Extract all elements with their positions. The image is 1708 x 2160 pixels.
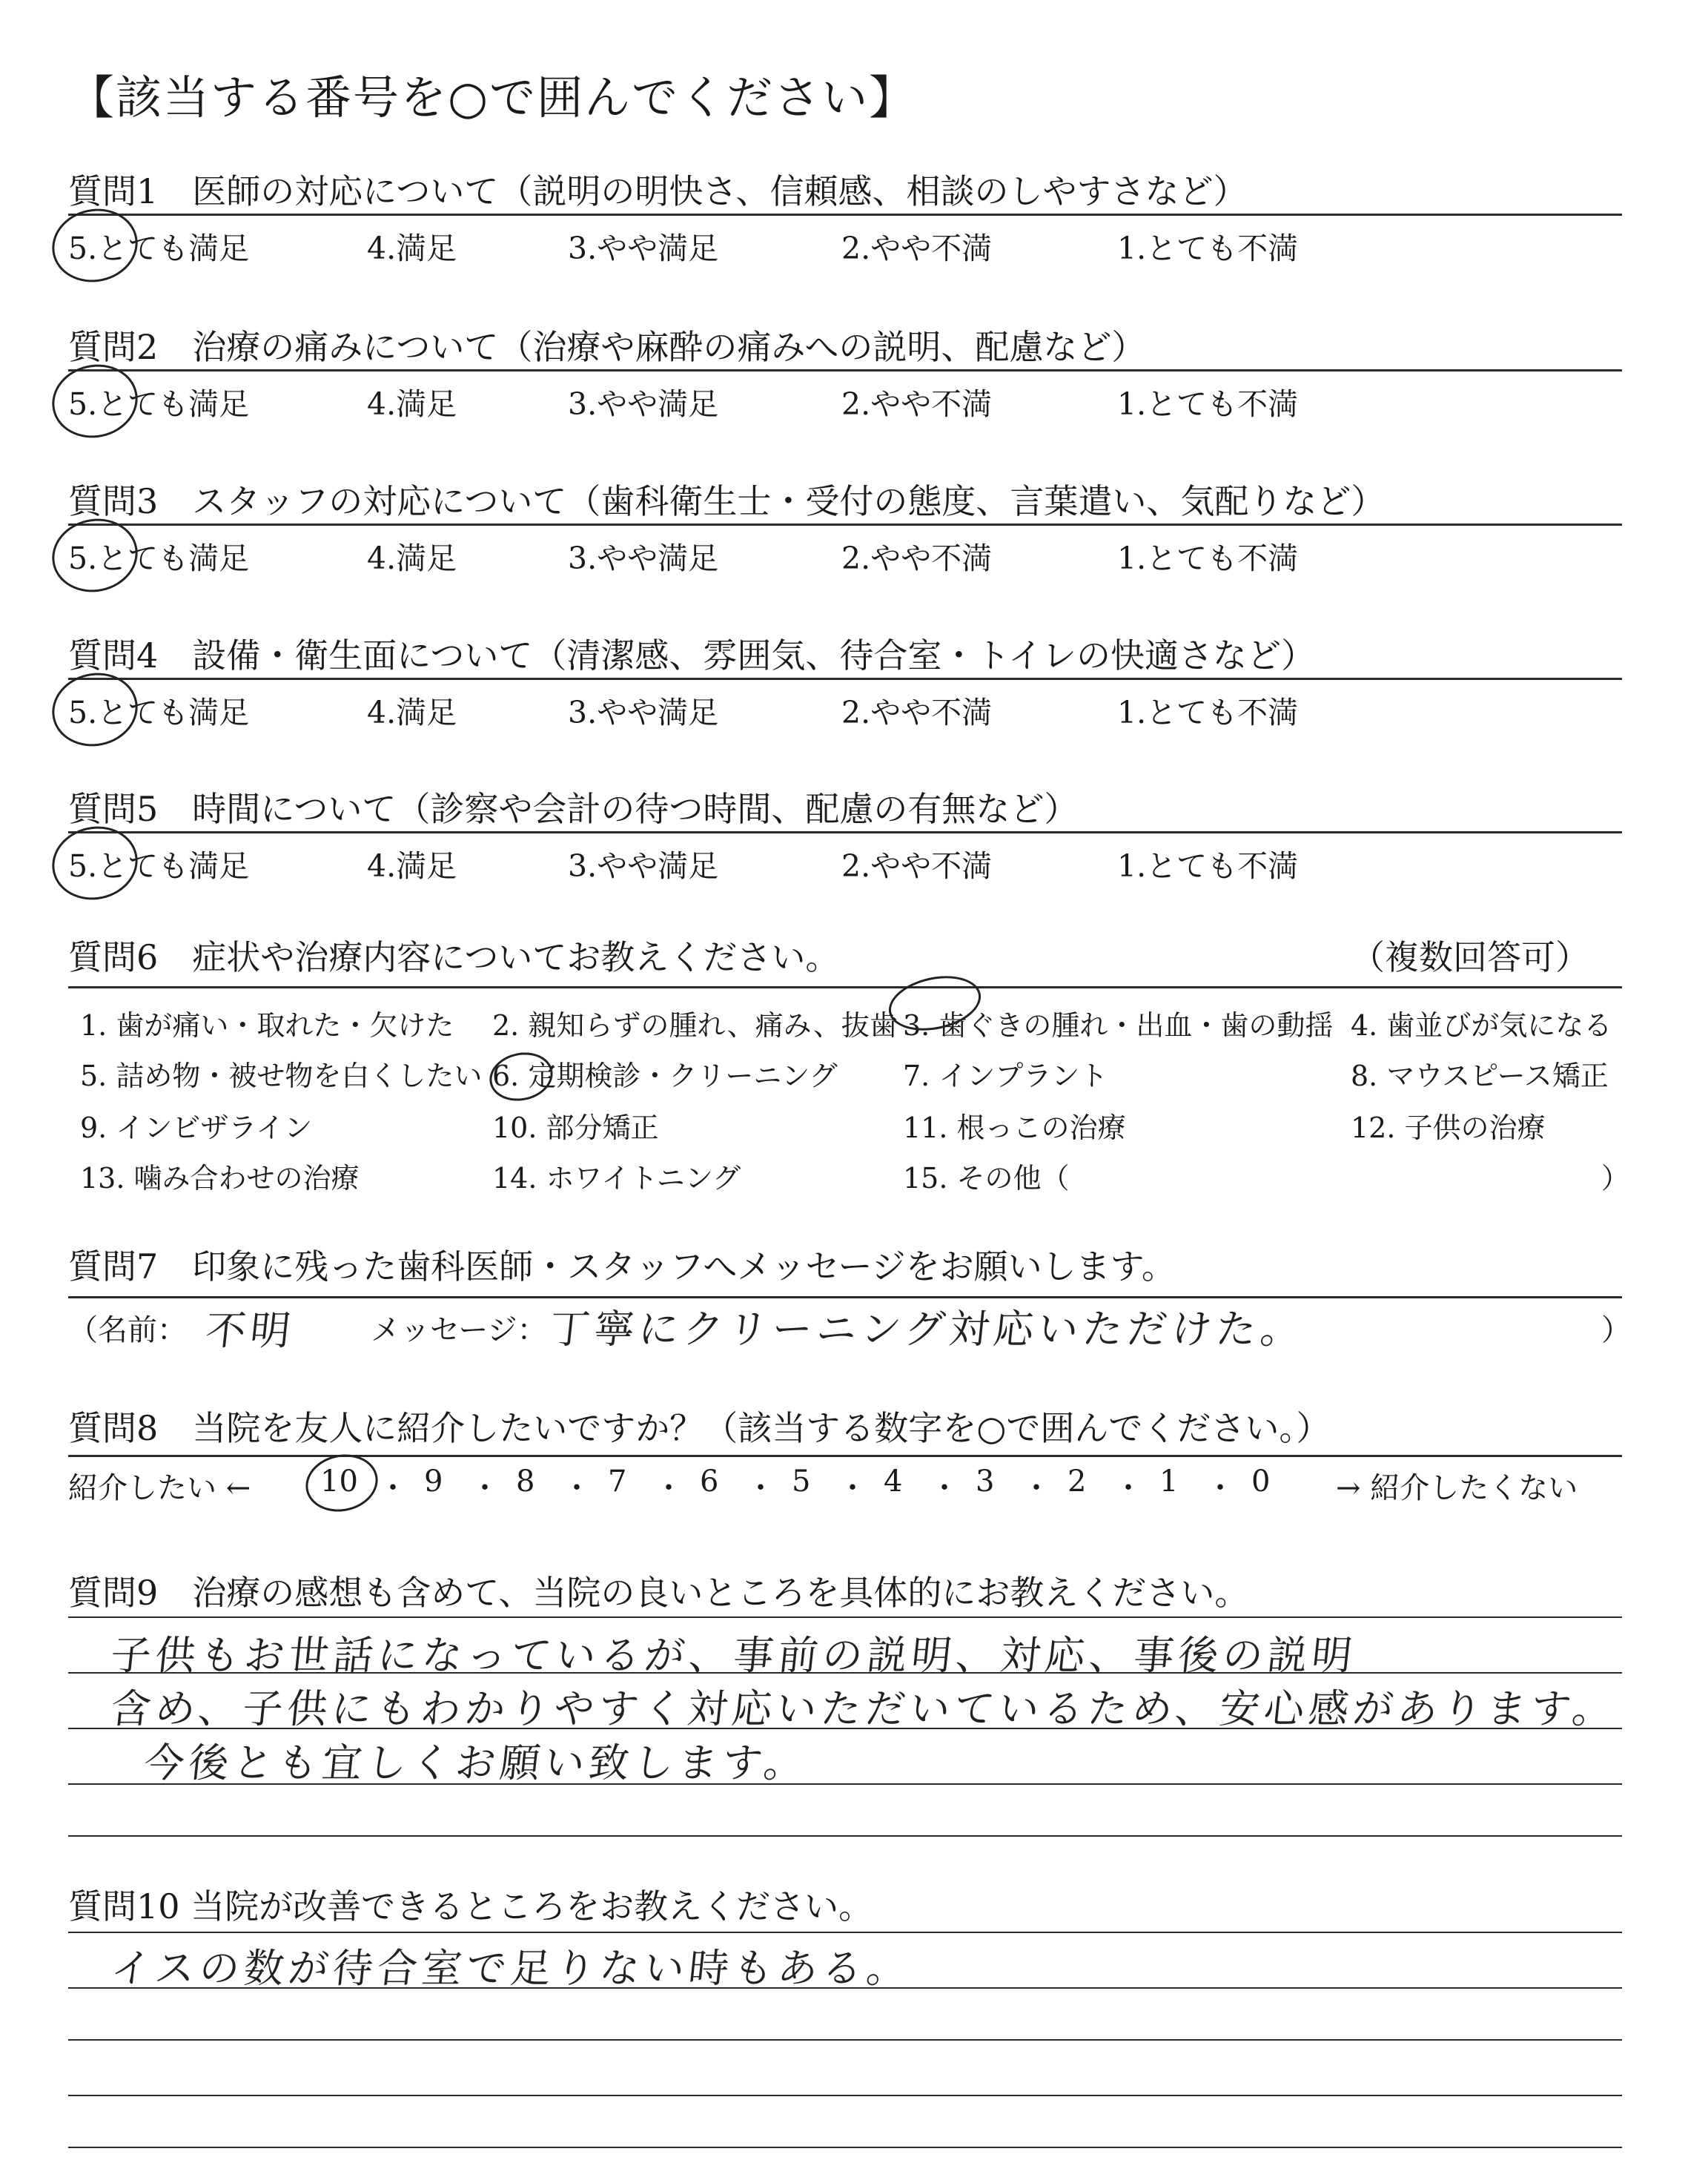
q7-close-paren: ） [1601,1313,1631,1347]
q9-answer-line [68,1616,1622,1618]
q6-option: 11. 根っこの治療 [903,1112,1126,1144]
q8-scale [68,1464,1640,1509]
q6-rule [68,986,1622,988]
q9-handwritten-line: 含め、子供にもわかりやすく対応いただいているため、安心感があります。 [108,1685,1620,1732]
q6-option: 9. インビザライン [80,1112,313,1144]
q2-options [68,380,1625,424]
q6-option: 10. 部分矯正 [492,1112,659,1144]
q5-options [68,842,1625,886]
q8-scale-value: 2 [1068,1464,1087,1499]
q6-option: 4. 歯並びが気になる [1351,1009,1612,1042]
rating-option: 5.とても満足 [68,231,250,266]
q8-scale-value: 6 [700,1464,719,1499]
rating-option: 2.やや不満 [841,848,993,884]
rating-option: 1.とても不満 [1117,386,1299,422]
q9-handwritten-line: 子供もお世話になっているが、事前の説明、対応、事後の説明 [108,1632,1359,1679]
rating-option: 5.とても満足 [68,695,250,730]
q8-separator: ・ [1205,1471,1235,1505]
rating-option: 5.とても満足 [68,541,250,576]
q8-scale-value: 7 [608,1464,627,1499]
q8-separator: ・ [746,1471,775,1505]
rating-option: 1.とても不満 [1117,848,1299,884]
q8-separator: ・ [838,1471,867,1505]
q3-options [68,534,1625,578]
q9-handwritten-line: 今後とも宜しくお願い致します。 [142,1740,811,1786]
q6-option: 7. インプラント [903,1060,1108,1092]
q4-rule [68,678,1622,680]
q7-name-handwritten: 不明 [203,1307,297,1354]
q6-option: 13. 噛み合わせの治療 [80,1162,360,1195]
q7-message-handwritten: 丁寧にクリーニング対応いただけた。 [547,1306,1308,1353]
q6-option: 12. 子供の治療 [1351,1112,1546,1144]
q6-title: 質問6 症状や治療内容についてお教えください。 [68,937,840,977]
q8-left-label: 紹介したい ← [68,1471,251,1505]
q3-title: 質問3 スタッフの対応について（歯科衛生士・受付の態度、言葉遣い、気配りなど） [68,481,1386,521]
rating-option: 4.満足 [367,386,457,422]
rating-option: 5.とても満足 [68,848,250,884]
q8-scale-value: 5 [792,1464,811,1499]
q7-message-label: メッセージ： [371,1313,547,1347]
q6-option: ） [1601,1162,1630,1195]
q8-right-label: → 紹介したくない [1336,1471,1578,1505]
q5-rule [68,831,1622,833]
q7-name-label: （名前： [68,1313,187,1347]
q8-title: 質問8 当院を友人に紹介したいですか？（該当する数字を○で囲んでください。） [68,1408,1331,1448]
q8-separator: ・ [1022,1471,1051,1505]
q8-scale-value: 9 [424,1464,443,1499]
q6-option: 5. 詰め物・被せ物を白くしたい [80,1060,483,1092]
rating-option: 3.やや満足 [568,695,719,730]
q8-scale-value: 10 [320,1464,358,1499]
q10-answer-line [68,2039,1622,2041]
q6-multiple-answer-note: （複数回答可） [1351,937,1589,977]
rating-option: 3.やや満足 [568,386,719,422]
q6-option: 1. 歯が痛い・取れた・欠けた [80,1009,454,1042]
q5-title: 質問5 時間について（診察や会計の待つ時間、配慮の有無など） [68,789,1079,829]
q8-scale-value: 1 [1159,1464,1179,1499]
rating-option: 2.やや不満 [841,695,993,730]
q6-option: 8. マウスピース矯正 [1351,1060,1609,1092]
q6-option: 15. その他（ [903,1162,1070,1195]
q1-rule [68,214,1622,216]
instruction-header: 【該当する番号を○で囲んでください】 [68,70,917,125]
rating-option: 3.やや満足 [568,231,719,266]
q4-title: 質問4 設備・衛生面について（清潔感、雰囲気、待合室・トイレの快適さなど） [68,635,1316,676]
rating-option: 3.やや満足 [568,541,719,576]
q8-separator: ・ [470,1471,500,1505]
q7-title: 質問7 印象に残った歯科医師・スタッフへメッセージをお願いします。 [68,1246,1176,1287]
rating-option: 1.とても不満 [1117,231,1299,266]
q6-option: 2. 親知らずの腫れ、痛み、抜歯 [492,1009,898,1042]
q8-scale-value: 8 [516,1464,535,1499]
q8-scale-value: 3 [976,1464,995,1499]
rating-option: 4.満足 [367,231,457,266]
q10-answer-line [68,2095,1622,2096]
q8-separator: ・ [378,1471,408,1505]
rating-option: 5.とても満足 [68,386,250,422]
rating-option: 3.やや満足 [568,848,719,884]
q8-scale-value: 4 [884,1464,903,1499]
q1-title: 質問1 医師の対応について（説明の明快さ、信頼感、相談のしやすさなど） [68,171,1248,211]
q8-separator: ・ [654,1471,683,1505]
q9-title: 質問9 治療の感想も含めて、当院の良いところを具体的にお教えください。 [68,1573,1249,1613]
q6-option: 14. ホワイトニング [492,1162,741,1195]
rating-option: 4.満足 [367,541,457,576]
q2-title: 質問2 治療の痛みについて（治療や麻酔の痛みへの説明、配慮など） [68,327,1146,367]
rating-option: 4.満足 [367,695,457,730]
rating-option: 2.やや不満 [841,541,993,576]
q10-answer-line [68,2147,1622,2148]
rating-option: 1.とても不満 [1117,695,1299,730]
rating-option: 2.やや不満 [841,386,993,422]
q4-options [68,688,1625,733]
rating-option: 4.満足 [367,848,457,884]
q10-handwritten-line: イスの数が待合室で足りない時もある。 [108,1945,914,1992]
q10-answer-line [68,1932,1622,1933]
q9-answer-line [68,1835,1622,1837]
q1-options [68,224,1625,268]
q3-rule [68,524,1622,526]
q8-separator: ・ [1113,1471,1143,1505]
q8-rule [68,1455,1622,1457]
rating-option: 1.とても不満 [1117,541,1299,576]
q2-rule [68,369,1622,371]
q6-option: 3. 歯ぐきの腫れ・出血・歯の動揺 [903,1009,1334,1042]
q8-scale-value: 0 [1251,1464,1271,1499]
rating-option: 2.やや不満 [841,231,993,266]
q6-option: 6. 定期検診・クリーニング [492,1060,838,1092]
q8-separator: ・ [930,1471,959,1505]
q10-title: 質問10 当院が改善できるところをお教えください。 [68,1886,873,1926]
q8-separator: ・ [562,1471,592,1505]
